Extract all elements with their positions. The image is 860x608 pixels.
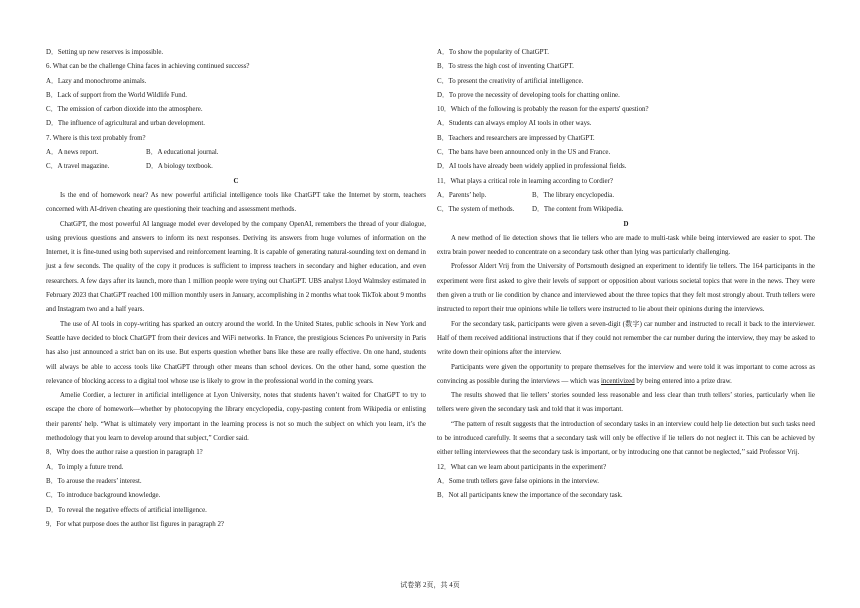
q12-option-b: B．Not all participants knew the importance of the secondary task. — [437, 492, 623, 500]
q7-option-a: A．A news report. — [46, 149, 99, 157]
q9-stem: 9．For what purpose does the author list figures in paragraph 2? — [46, 520, 224, 528]
passage-d-paragraph-5: The results showed that lie tellers’ stories sounded less reasonable and less clear than truth tellers’ stories, particularly when lie tellers were given the secondary task and told that it was important. — [437, 392, 815, 414]
passage-c-paragraph-4: Amelie Cordier, a lecturer in artificial intelligence at Lyon University, notes that students haven’t waited for ChatGPT to try to escape the chore of homework—whether by photocopying the library encyclopedia, copy-pasting content from Wikipedia or enlisting their parents' help. “What is ultimately very important in the learning process is not so much the subject on which you learn, it’s the methodology that you learn to develop around that subject,” Cordier said. — [46, 392, 426, 443]
q7-option-c: C．A travel magazine. — [46, 163, 110, 171]
q8-option-d: D．To reveal the negative effects of artificial intelligence. — [46, 506, 207, 514]
q10-option-b: B．Teachers and researchers are impressed by ChatGPT. — [437, 134, 595, 142]
q10-stem: 10．Which of the following is probably the reason for the experts' question? — [437, 106, 649, 114]
q11-options-row-1 — [437, 189, 815, 203]
passage-c-paragraph-3: The use of AI tools in copy-writing has sparked an outcry around the world. In the United States, public schools in New York and Seattle have decided to block ChatGPT from their devices and WiFi networks. In France, the prestigious Sciences Po university in Paris has also just announced a strict ban on its use. But experts question whether bans like these are really effective. On one hand, students will always be able to access tools like ChatGPT through other means than school devices. On the other hand, some question the relevance of blocking access to a digital tool whose use is likely to grow in the professional world in the coming years. — [46, 320, 426, 385]
passage-d-paragraph-2: Professor Aldert Vrij from the University of Portsmouth designed an experiment to identify lie tellers. The 164 participants in the experiment were first asked to give their levels of support or opposition about various societal topics that were in the news. They were then given a truth or lie condition by chance and interviewed about the three topics that they felt most strongly about. Truth tellers were instructed to report their true opinions while lie tellers were instructed to lie about their opinions during the interviews. — [437, 263, 815, 314]
paragraph-4-text-before: Participants were given the opportunity to prepare themselves for the interview and were told it was important to come across as convincing as possible during the interviews — which was — [437, 363, 815, 385]
q6-option-b: B．Lack of support from the World Wildlife Fund. — [46, 91, 187, 99]
q9-option-d: D．To prove the necessity of developing tools for chatting online. — [437, 91, 620, 99]
q6-option-d: D．The influence of agricultural and urban development. — [46, 120, 205, 128]
q6-option-c: C．The emission of carbon dioxide into the atmosphere. — [46, 106, 203, 114]
q8-option-c: C．To introduce background knowledge. — [46, 492, 161, 500]
section-label-d: D — [623, 220, 629, 228]
passage-d-paragraph-4 — [437, 361, 815, 390]
passage-c-paragraph-2: ChatGPT, the most powerful AI language model ever developed by the company OpenAI, remembers the thread of your dialogue, using previous questions and answers to inform its next responses. Deriving its answers from huge volumes of information on the Internet, it is fine-tuned using both supervised and reinforcement learning. It is capable of generating natural-sounding text on demand in just a few seconds. The quality of the copy it produces is sufficient to impress teachers in secondary and higher education, and even researchers. A few days after its launch, more than 1 million people were trying out ChatGPT. UBS analyst Lloyd Walmsley estimated in February 2023 that ChatGPT reached 100 million monthly users in January, accomplishing in 2 months what took TikTok about 9 months and Instagram two and a half years. — [46, 220, 426, 314]
q11-option-c: C．The system of methods. — [437, 206, 515, 214]
q11-option-d: D．The content from Wikipedia. — [532, 206, 624, 214]
q11-option-a: A．Parents’ help. — [437, 191, 487, 199]
q8-option-b: B．To arouse the readers’ interest. — [46, 477, 142, 485]
q9-option-b: B．To stress the high cost of inventing ChatGPT. — [437, 63, 574, 71]
q6-stem: 6. What can be the challenge China faces in achieving continued success? — [46, 63, 250, 71]
q7-option-d: D．A biology textbook. — [146, 163, 213, 171]
q12-option-a: A．Some truth tellers gave false opinions in the interview. — [437, 477, 600, 485]
section-label-c: C — [233, 177, 239, 185]
q8-option-a: A．To imply a future trend. — [46, 463, 124, 471]
passage-d-paragraph-3: For the secondary task, participants were given a seven-digit (数字) car number and instructed to recall it back to the interviewer. Half of them received additional instructions that if they could not remember the car number during the interview, they may be asked to write down their opinions after the interview. — [437, 320, 815, 357]
q7-stem: 7. Where is this text probably from? — [46, 134, 146, 142]
q9-option-c: C．To present the creativity of artificial intelligence. — [437, 77, 584, 85]
passage-d-paragraph-1: A new method of lie detection shows that lie tellers who are made to multi-task while being interviewed are easier to spot. The extra brain power needed to concentrate on a secondary task other than lying was particularly challenging. — [437, 234, 815, 257]
q5-option-d: D．Setting up new reserves is impossible. — [46, 49, 164, 56]
q10-option-a: A．Students can always employ AI tools in other ways. — [437, 120, 592, 128]
q11-option-b: B．The library encyclopedia. — [532, 191, 615, 199]
q10-option-d: D．AI tools have already been widely applied in professional fields. — [437, 163, 627, 171]
q7-options-row-1 — [46, 146, 426, 160]
left-column — [46, 46, 426, 532]
q10-option-c: C．The bans have been announced only in the US and France. — [437, 149, 611, 157]
q8-stem: 8．Why does the author raise a question in paragraph 1? — [46, 449, 203, 457]
q11-stem: 11．What plays a critical role in learning according to Cordier? — [437, 177, 613, 185]
paragraph-4-text-after: by being entered into a prize draw. — [634, 377, 732, 385]
right-column — [437, 46, 815, 504]
q7-options-row-2 — [46, 160, 426, 174]
q11-options-row-2 — [437, 203, 815, 217]
q7-option-b: B．A educational journal. — [146, 149, 219, 157]
underlined-word: incentivized — [601, 377, 635, 385]
passage-c-paragraph-1: Is the end of homework near? As new powerful artificial intelligence tools like ChatGPT take the Internet by storm, teachers concerned with AI-driven cheating are questioning their teaching and assessment methods. — [46, 191, 426, 214]
passage-d-paragraph-6: “The pattern of result suggests that the introduction of secondary tasks in an interview could help lie detection but such tasks need to be introduced carefully. It seems that a secondary task will only be effective if lie tellers do not neglect it. This can be achieved by either telling interviewees that the secondary task is important, or by introducing one that cannot be neglected,’’ said Professor Vrij. — [437, 420, 815, 457]
q9-option-a: A．To show the popularity of ChatGPT. — [437, 49, 549, 56]
q12-stem: 12．What can we learn about participants in the experiment? — [437, 463, 607, 471]
q6-option-a: A．Lazy and monochrome animals. — [46, 77, 147, 85]
page-footer: 试卷第 2页，共 4页 — [400, 581, 460, 589]
